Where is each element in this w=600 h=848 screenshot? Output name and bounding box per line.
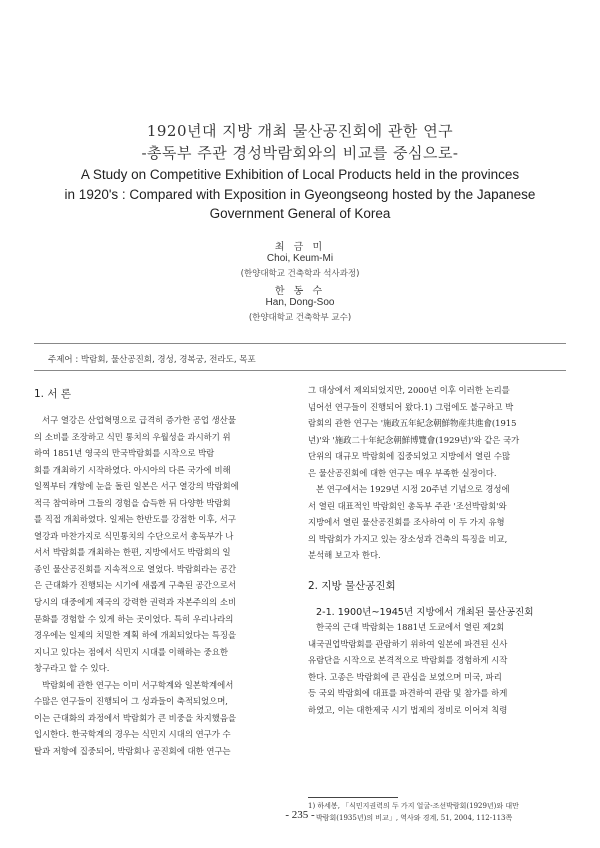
author-1-affiliation: (한양대학교 건축학과 석사과정) (240, 269, 360, 279)
text-line: 지니고 있다는 점에서 식민지 시대를 이해하는 중요한 (34, 646, 228, 657)
section-heading-local-fairs: 2. 지방 물산공진회 (308, 580, 396, 592)
paper-title-english (0, 165, 600, 224)
text-line: 하였고, 이는 대한제국 시기 법제의 정비로 이어져 칙령 (308, 704, 508, 715)
text-line: 년)'와 '施政二十年紀念朝鮮博覽會(1929년)'와 같은 국가 (308, 434, 520, 445)
text-line: 은 물산공진회에 대한 연구는 매우 부족한 실정이다. (308, 467, 497, 478)
title-english-line: Government General of Korea (209, 206, 391, 221)
author-2-name: 한 동 수 (274, 286, 326, 297)
paper-title-korean: 1920년대 지방 개최 물산공진회에 관한 연구 (146, 122, 454, 140)
page-number: - 235 - (285, 809, 315, 821)
footnote-rule (308, 797, 398, 798)
text-line: 의 박람회가 가지고 있는 장소성과 건축의 특징을 비교, (308, 533, 508, 544)
text-line: 한국의 근대 박람회는 1881년 도쿄에서 열린 제2회 (316, 622, 505, 632)
text-line: 그 대상에서 제외되었지만, 2000년 이후 이러한 논리를 (308, 385, 510, 395)
text-line: 서구 열강은 산업혁명으로 급격히 증가한 공업 생산물 (42, 415, 236, 425)
text-line: 문화를 경험할 수 있게 하는 곳이었다. 특히 우리나라의 (34, 613, 234, 624)
text-line: 한다. 고종은 박람회에 큰 관심을 보였으며 미국, 파리 (308, 671, 502, 682)
text-line: 일찍부터 개항에 눈을 돌린 일본은 서구 열강의 박람회에 (34, 481, 239, 492)
text-line: 열강과 마찬가지로 식민통치의 수단으로서 총독부가 나 (34, 530, 234, 541)
footnote-line: 1) 하세봉, 「식민지권력의 두 가지 얼굴-조선박람회(1929년)와 대만 (308, 802, 519, 810)
text-line: 지방에서 열린 물산공진회를 조사하여 이 두 가지 유형 (308, 517, 505, 528)
text-line: 창구라고 할 수 있다. (34, 663, 110, 674)
text-line: 경우에는 일제의 치밀한 계획 하에 개최되었다는 특징을 (34, 630, 237, 641)
text-line: 서서 박람회를 개최하는 한편, 지방에서도 박람회의 일 (34, 547, 231, 558)
left-paragraph-1 (34, 412, 292, 759)
text-line: 의 소비를 조장하고 식민 통치의 우월성을 과시하기 위 (34, 431, 231, 442)
text-line: 등 국외 박람회에 대표를 파견하여 관람 및 참가를 하게 (308, 688, 508, 699)
paper-subtitle-korean: -총독부 주관 경성박람회와의 비교를 중심으로- (141, 144, 459, 162)
text-line: 넘어선 연구들이 진행되어 왔다.1) 그럼에도 불구하고 박 (308, 401, 514, 412)
text-line: 내국권업박람회를 관람하기 위하여 일본에 파견된 신사 (308, 638, 508, 649)
author-1-romanized: Choi, Keum-Mi (266, 253, 334, 264)
author-2-romanized: Han, Dong-Soo (265, 297, 335, 308)
text-line: 적극 참여하며 그들의 경험을 습득한 뒤 다양한 박람회 (34, 497, 231, 508)
text-line: 람회의 관한 연구는 '施政五年紀念朝鮮物産共進會(1915 (308, 418, 517, 429)
text-line: 회를 개최하기 시작하였다. 아시아의 다른 국가에 비해 (34, 464, 231, 475)
author-1-name: 최 금 미 (274, 242, 326, 253)
keywords-bottom-rule (34, 370, 566, 371)
text-line: 유람단을 시작으로 본격적으로 박람회를 경험하게 시작 (308, 655, 508, 666)
text-line: 분석해 보고자 한다. (308, 550, 381, 561)
keywords-top-rule (34, 343, 566, 344)
right-subsection-paragraph (308, 619, 566, 718)
text-line: 를 직접 개최하였다. 일제는 한반도를 강점한 이후, 서구 (34, 514, 236, 525)
text-line: 서 열린 대표적인 박람회인 총독부 주관 '조선박람회'와 (308, 500, 507, 511)
author-2-affiliation: (한양대학교 건축학부 교수) (248, 313, 352, 323)
text-line: 수많은 연구들이 진행되어 그 성과들이 축적되었으며, (34, 696, 228, 707)
title-english-line: in 1920's : Compared with Exposition in Gyeongseong hosted by the Japanese (64, 186, 536, 202)
text-line: 은 근대화가 진행되는 시기에 새롭게 구축된 공간으로서 (34, 580, 237, 591)
text-line: 당시의 대중에게 제국의 강력한 권력과 자본주의의 소비 (34, 597, 237, 608)
text-line: 박람회에 관한 연구는 이미 서구학계와 일본학계에서 (42, 679, 234, 690)
text-line: 본 연구에서는 1929년 시정 20주년 기념으로 경성에 (316, 484, 510, 495)
keywords: 주제어 : 박람회, 물산공진회, 경성, 경복궁, 전라도, 목포 (48, 355, 256, 365)
text-line: 종인 물산공진회를 지속적으로 열었다. 박람회라는 공간 (34, 563, 237, 574)
text-line: 탈과 저항에 집중되어, 박람회나 공진회에 대한 연구는 (34, 745, 231, 756)
footnote-line: 박람회(1935년)의 비교」, 역사와 경계, 51, 2004, 112-113쪽 (316, 813, 513, 822)
text-line: 단위의 대규모 박람회에 집중되었고 지방에서 열린 수많 (308, 451, 511, 462)
title-english-line: A Study on Competitive Exhibition of Local Products held in the provinces (80, 167, 520, 182)
right-paragraphs (308, 382, 566, 564)
text-line: 하여 1851년 영국의 만국박람회를 시작으로 박람 (34, 448, 215, 459)
text-line: 이는 근대화의 과정에서 박람회가 큰 비중을 차지했음을 (34, 712, 237, 723)
subsection-heading: 2-1. 1900년~1945년 지방에서 개최된 물산공진회 (316, 607, 534, 618)
section-heading-introduction: 1. 서 론 (34, 388, 71, 400)
text-line: 입시한다. 한국학계의 경우는 식민지 시대의 연구가 수 (34, 729, 231, 740)
